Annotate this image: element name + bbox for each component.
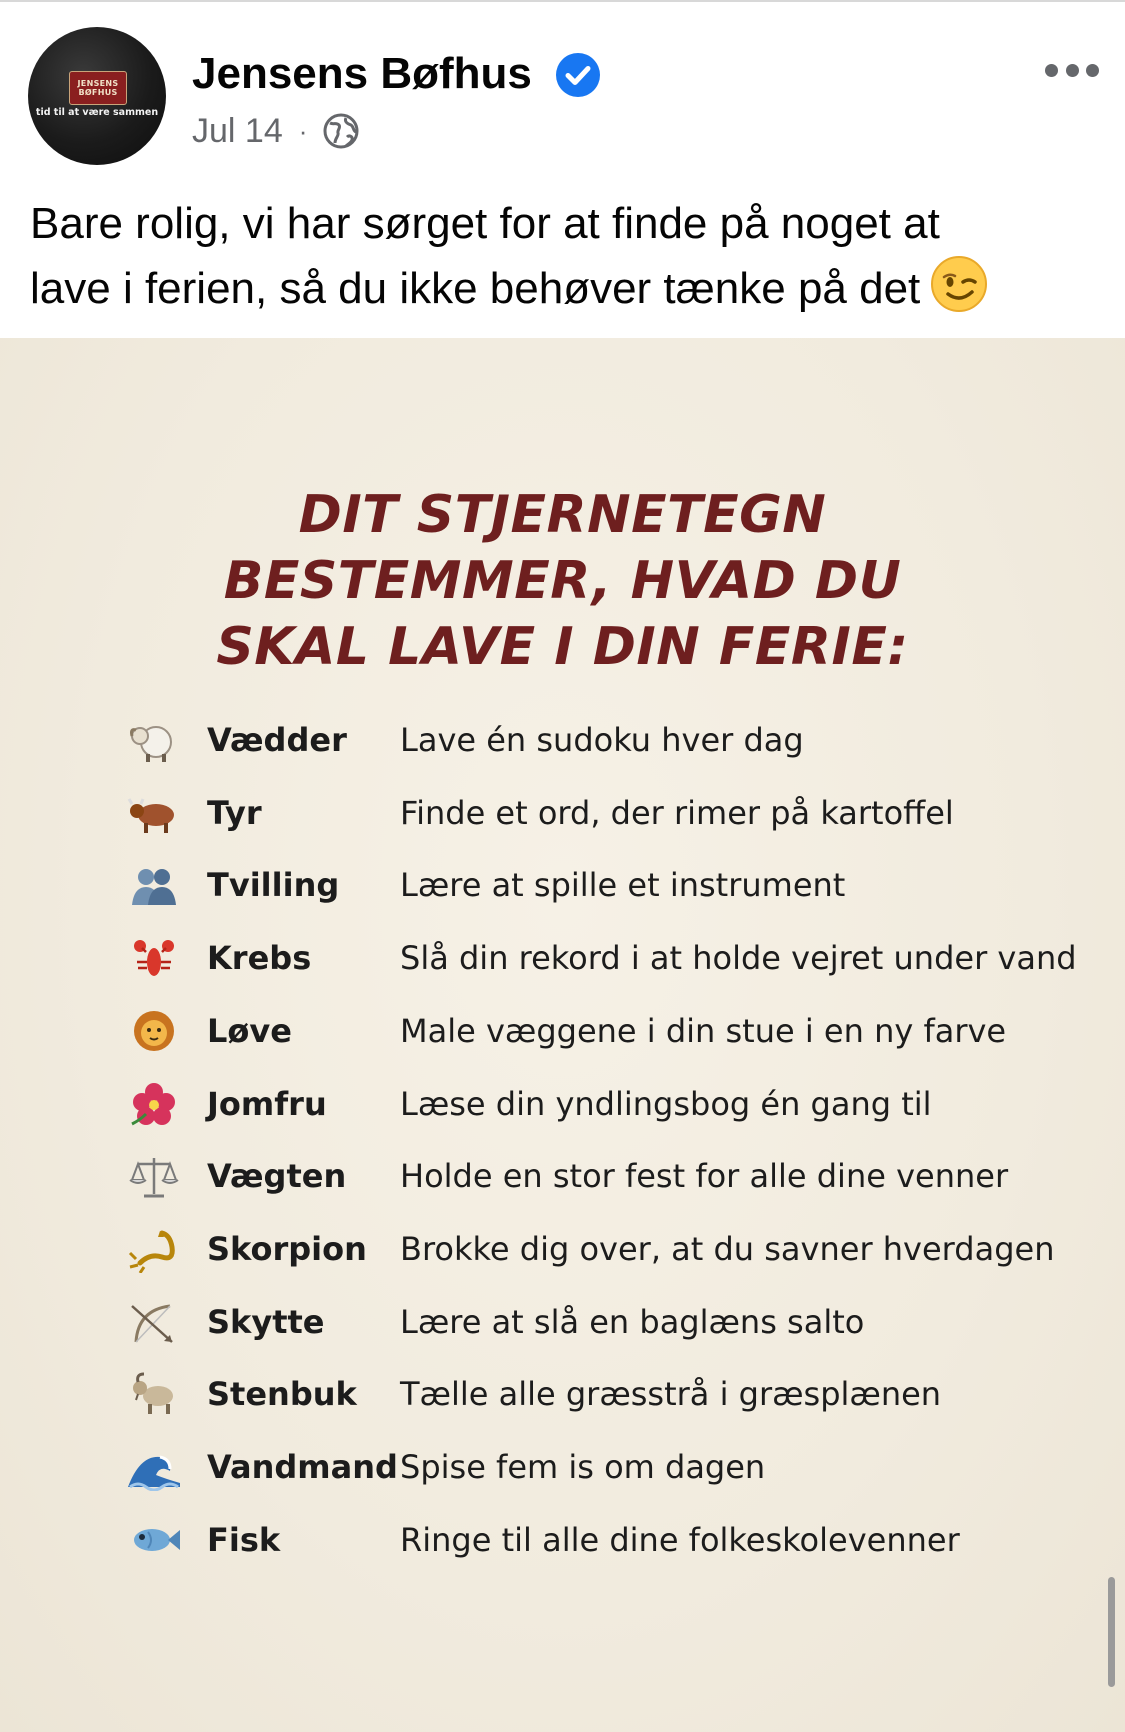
ox-icon: [126, 789, 182, 837]
image-title: [0, 482, 1125, 680]
image-title-line2: BESTEMMER, HVAD DU: [223, 551, 902, 611]
zodiac-sign: Vægten: [207, 1157, 347, 1196]
zodiac-row: [0, 855, 1125, 915]
twins-icon: [126, 861, 182, 909]
zodiac-row: [0, 1219, 1125, 1279]
zodiac-sign: Løve: [207, 1011, 292, 1050]
zodiac-sign: Krebs: [207, 939, 312, 978]
lion-icon: [126, 1007, 182, 1055]
more-dot: [1086, 64, 1099, 77]
zodiac-activity: Slå din rekord i at holde vejret under vand: [400, 939, 1077, 978]
post-date[interactable]: Jul 14: [192, 111, 283, 150]
zodiac-row: [0, 1364, 1125, 1424]
zodiac-activity: Lære at slå en baglæns salto: [400, 1302, 865, 1341]
zodiac-activity: Holde en stor fest for alle dine venner: [400, 1157, 1009, 1196]
zodiac-sign: Vædder: [207, 721, 347, 759]
image-title-line1: DIT STJERNETEGN: [298, 485, 827, 545]
more-dot: [1066, 64, 1079, 77]
caption-line-2-text: lave i ferien, så du ikke behøver tænke på det: [30, 264, 921, 313]
zodiac-sign: Jomfru: [207, 1084, 327, 1123]
zodiac-row: [0, 710, 1125, 770]
fish-icon: [126, 1516, 182, 1564]
zodiac-activity: Male væggene i din stue i en ny farve: [400, 1011, 1007, 1050]
ram-icon: [126, 716, 182, 764]
zodiac-row: [0, 1437, 1125, 1497]
page-avatar[interactable]: [28, 27, 166, 165]
more-options-icon[interactable]: [1045, 52, 1099, 88]
zodiac-row: [0, 1292, 1125, 1352]
zodiac-sign: Vandmand: [207, 1448, 398, 1486]
zodiac-sign: Tyr: [207, 793, 262, 832]
zodiac-activity: Ringe til alle dine folkeskolevenner: [400, 1520, 960, 1559]
zodiac-sign: Skorpion: [207, 1229, 367, 1268]
scrollbar-thumb[interactable]: [1108, 1577, 1115, 1687]
scorpion-icon: [126, 1225, 182, 1273]
image-title-line3: SKAL LAVE I DIN FERIE:: [216, 617, 909, 677]
zodiac-sign: Skytte: [207, 1302, 325, 1341]
zodiac-row: [0, 783, 1125, 843]
lobster-icon: [126, 934, 182, 982]
zodiac-row: [0, 1146, 1125, 1206]
page-name-link[interactable]: Jensens Bøfhus: [192, 49, 532, 98]
wave-icon: [126, 1443, 182, 1491]
zodiac-sign: Stenbuk: [207, 1375, 357, 1414]
scales-icon: [126, 1152, 182, 1200]
zodiac-activity: Finde et ord, der rimer på kartoffel: [400, 793, 954, 832]
brand-logo: [69, 71, 127, 105]
zodiac-sign: Tvilling: [207, 866, 340, 905]
verified-badge-icon: [555, 52, 601, 98]
brand-logo-line1: JENSENS: [77, 79, 119, 88]
top-divider: [0, 0, 1125, 2]
post-caption: [30, 192, 1100, 320]
bow-icon: [126, 1298, 182, 1346]
zodiac-activity: Spise fem is om dagen: [400, 1448, 766, 1486]
zodiac-row: [0, 928, 1125, 988]
post-image[interactable]: [0, 338, 1125, 1732]
caption-line-1: Bare rolig, vi har sørget for at finde på noget at: [30, 199, 940, 248]
more-dot: [1045, 64, 1058, 77]
globe-icon[interactable]: [323, 113, 359, 149]
post-meta: [192, 107, 359, 155]
zodiac-activity: Lave én sudoku hver dag: [400, 721, 804, 759]
avatar-slogan: tid til at være sammen: [35, 107, 159, 118]
meta-separator: ·: [298, 115, 308, 146]
winking-face-icon: [930, 255, 988, 313]
brand-logo-line2: BØFHUS: [78, 88, 118, 97]
zodiac-row: [0, 1510, 1125, 1570]
zodiac-row: [0, 1074, 1125, 1134]
zodiac-sign: Fisk: [207, 1520, 281, 1559]
goat-icon: [126, 1370, 182, 1418]
zodiac-activity: Læse din yndlingsbog én gang til: [400, 1084, 932, 1123]
caption-line-2: [30, 255, 1100, 320]
zodiac-activity: Lære at spille et instrument: [400, 866, 846, 905]
zodiac-row: [0, 1001, 1125, 1061]
zodiac-activity: Brokke dig over, at du savner hverdagen: [400, 1229, 1055, 1268]
zodiac-activity: Tælle alle græsstrå i græsplænen: [400, 1375, 942, 1414]
flower-icon: [126, 1080, 182, 1128]
